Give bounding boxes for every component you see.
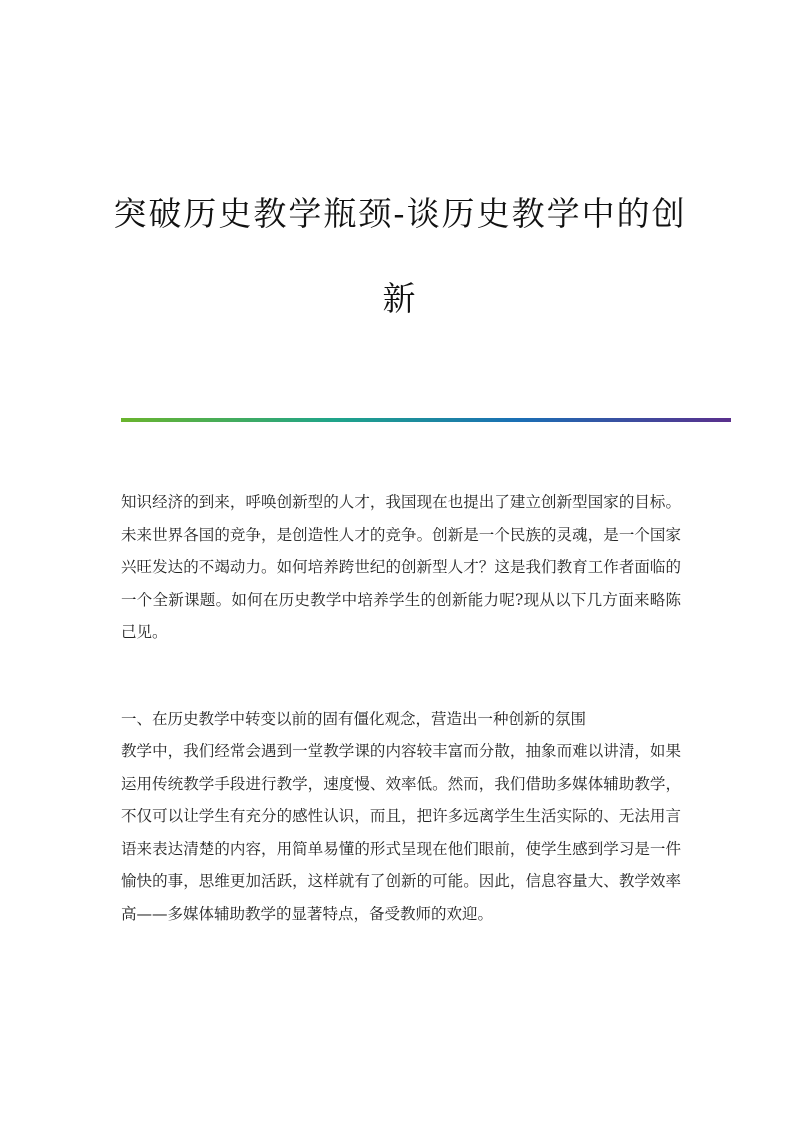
section-paragraph: 教学中，我们经常会遇到一堂教学课的内容较丰富而分散，抽象而难以讲清，如果运用传统教学手段进行教学，速度慢、效率低。然而，我们借助多媒体辅助教学，不仅可以让学生有充分的感性认识，而且，把许多远离学生生活实际的、无法用言语来表达清楚的内容，用简单易懂的形式呈现在他们眼前，使学生感到学习是一件愉快的事，思维更加活跃，这样就有了创新的可能。因此，信息容量大、教学效率高——多媒体辅助教学的显著特点，备受教师的欢迎。 [121, 742, 681, 923]
section-heading: 一、在历史教学中转变以前的固有僵化观念，营造出一种创新的氛围 [121, 710, 587, 728]
intro-paragraph: 知识经济的到来，呼唤创新型的人才，我国现在也提出了建立创新型国家的目标。未来世界各国的竞争，是创造性人才的竞争。创新是一个民族的灵魂，是一个国家兴旺发达的不竭动力。如何培养跨世纪的创新型人才？这是我们教育工作者面临的一个全新课题。如何在历史教学中培养学生的创新能力呢?现从以下几方面来略陈己见。 [121, 493, 681, 641]
document-title-line2: 新 [382, 279, 418, 318]
document-title-line1: 突破历史教学瓶颈-谈历史教学中的创 [113, 194, 687, 233]
gradient-divider [121, 418, 731, 422]
